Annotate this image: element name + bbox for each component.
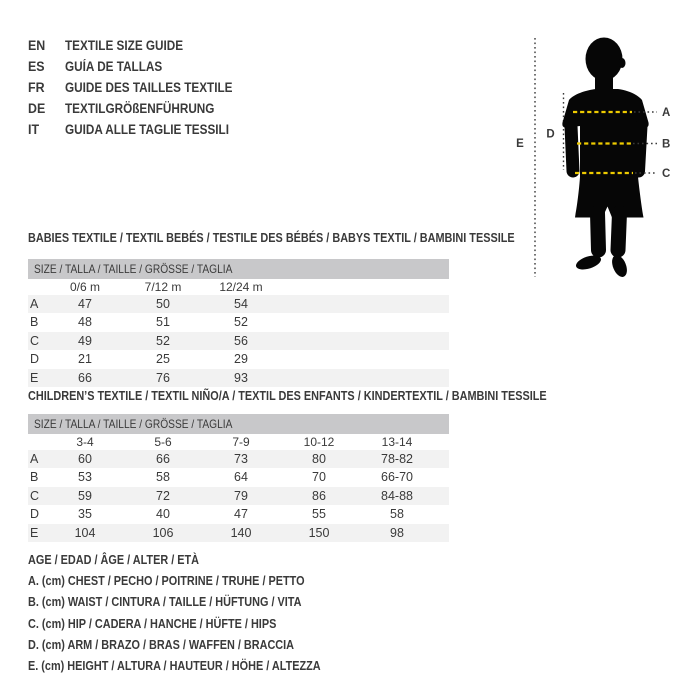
legend-line bbox=[28, 614, 364, 635]
row-label-spacer bbox=[28, 434, 46, 450]
cell: 50 bbox=[156, 296, 170, 311]
cell: 70 bbox=[312, 470, 326, 484]
measure-label-c: C bbox=[662, 168, 671, 180]
size-header-bar bbox=[28, 259, 449, 279]
language-title: GUIDA ALLE TAGLIE TESSILI bbox=[65, 122, 229, 137]
cell: 59 bbox=[78, 488, 92, 503]
legend-waist: B. (cm) WAIST / CINTURA / TAILLE / HÜFTUNG / VITA bbox=[28, 595, 302, 610]
legend-chest: A. (cm) CHEST / PECHO / POITRINE / TRUHE / PETTO bbox=[28, 574, 305, 589]
language-row bbox=[28, 56, 258, 77]
cell: 140 bbox=[230, 525, 252, 540]
measure-label-b: B bbox=[662, 138, 671, 151]
cell: 29 bbox=[234, 352, 248, 366]
legend-line bbox=[28, 592, 364, 613]
legend-height: E. (cm) HEIGHT / ALTURA / HAUTEUR / HÖHE / ALTEZZA bbox=[28, 658, 321, 673]
table-row bbox=[28, 350, 449, 369]
language-code: ES bbox=[28, 59, 45, 74]
cell: 21 bbox=[78, 352, 92, 366]
row-label: C bbox=[30, 333, 40, 348]
language-code: FR bbox=[28, 80, 45, 95]
row-label: E bbox=[30, 525, 39, 540]
cell: 52 bbox=[234, 315, 248, 329]
legend-line bbox=[28, 635, 364, 656]
children-size-table bbox=[28, 414, 449, 542]
measurement-legend bbox=[28, 550, 364, 677]
children-section-title-text: CHILDREN’S TEXTILE / TEXTIL NIÑO/A / TEXTIL DES ENFANTS / KINDERTEXTIL / BAMBINI TESSILE bbox=[28, 389, 547, 403]
babies-size-table bbox=[28, 259, 449, 387]
language-code: IT bbox=[28, 122, 40, 137]
cell: 76 bbox=[156, 370, 170, 385]
cell: 58 bbox=[390, 507, 404, 521]
table-row bbox=[28, 487, 449, 506]
cell: 56 bbox=[234, 333, 248, 348]
table-row bbox=[28, 450, 449, 469]
table-row bbox=[28, 313, 449, 332]
row-label: D bbox=[30, 352, 40, 366]
cell: 84-88 bbox=[381, 488, 413, 503]
language-row bbox=[28, 77, 258, 98]
column-header: 0/6 m bbox=[69, 280, 100, 294]
measure-label-e: E bbox=[516, 138, 524, 150]
cell: 66-70 bbox=[381, 470, 413, 484]
cell: 54 bbox=[234, 296, 248, 311]
cell: 72 bbox=[156, 488, 170, 503]
language-row bbox=[28, 119, 258, 140]
column-header: 3-4 bbox=[76, 435, 94, 449]
legend-line bbox=[28, 656, 364, 677]
cell: 51 bbox=[156, 315, 170, 329]
cell: 78-82 bbox=[381, 451, 413, 466]
cell: 55 bbox=[312, 507, 326, 521]
cell: 86 bbox=[312, 488, 326, 503]
cell: 35 bbox=[78, 507, 92, 521]
column-header: 7-9 bbox=[232, 435, 250, 449]
table-row bbox=[28, 369, 449, 388]
cell: 48 bbox=[78, 315, 92, 329]
cell: 47 bbox=[234, 507, 248, 521]
column-header: 7/12 m bbox=[144, 280, 182, 294]
cell: 80 bbox=[312, 451, 326, 466]
cell: 93 bbox=[234, 370, 248, 385]
cell: 66 bbox=[78, 370, 92, 385]
column-header: 5-6 bbox=[154, 435, 172, 449]
cell: 49 bbox=[78, 333, 92, 348]
babies-section-title bbox=[28, 231, 587, 245]
babies-column-header-row bbox=[28, 279, 449, 295]
cell: 64 bbox=[234, 470, 248, 484]
language-code: EN bbox=[28, 38, 46, 53]
table-row bbox=[28, 524, 449, 543]
legend-hip: C. (cm) HIP / CADERA / HANCHE / HÜFTE / HIPS bbox=[28, 616, 277, 631]
size-header-text: SIZE / TALLA / TAILLE / GRÖSSE / TAGLIA bbox=[34, 417, 233, 431]
row-label: A bbox=[30, 296, 39, 311]
column-header: 13-14 bbox=[381, 435, 413, 449]
table-row bbox=[28, 295, 449, 314]
children-column-header-row bbox=[28, 434, 449, 450]
cell: 106 bbox=[152, 525, 174, 540]
cell: 25 bbox=[156, 352, 170, 366]
legend-line bbox=[28, 550, 364, 571]
cell: 79 bbox=[234, 488, 248, 503]
row-label: C bbox=[30, 488, 40, 503]
language-title: TEXTILGRÖßENFÜHRUNG bbox=[65, 101, 215, 116]
cell: 58 bbox=[156, 470, 170, 484]
legend-arm: D. (cm) ARM / BRAZO / BRAS / WAFFEN / BRACCIA bbox=[28, 637, 295, 652]
language-title: GUÍA DE TALLAS bbox=[65, 59, 163, 74]
children-section-title bbox=[28, 389, 624, 403]
cell: 40 bbox=[156, 507, 170, 521]
language-code: DE bbox=[28, 101, 46, 116]
row-label: B bbox=[30, 315, 39, 329]
language-list bbox=[28, 35, 258, 140]
cell: 150 bbox=[308, 525, 330, 540]
language-title: GUIDE DES TAILLES TEXTILE bbox=[65, 80, 233, 95]
row-label: A bbox=[30, 451, 39, 466]
size-header-bar bbox=[28, 414, 449, 434]
measure-label-a: A bbox=[662, 107, 671, 119]
cell: 47 bbox=[78, 296, 92, 311]
measure-label-d: D bbox=[546, 128, 555, 141]
language-row bbox=[28, 98, 258, 119]
cell: 52 bbox=[156, 333, 170, 348]
row-label: B bbox=[30, 470, 39, 484]
column-header: 10-12 bbox=[303, 435, 335, 449]
legend-age: AGE / EDAD / ÂGE / ALTER / ETÀ bbox=[28, 553, 199, 567]
language-row bbox=[28, 35, 258, 56]
cell: 66 bbox=[156, 451, 170, 466]
row-label: E bbox=[30, 370, 39, 385]
language-title: TEXTILE SIZE GUIDE bbox=[65, 38, 184, 53]
table-row bbox=[28, 332, 449, 351]
cell: 104 bbox=[74, 525, 96, 540]
child-silhouette-figure bbox=[500, 30, 700, 285]
table-row bbox=[28, 468, 449, 487]
row-label: D bbox=[30, 507, 40, 521]
column-header: 12/24 m bbox=[219, 280, 263, 294]
cell: 60 bbox=[78, 451, 92, 466]
size-header-text: SIZE / TALLA / TAILLE / GRÖSSE / TAGLIA bbox=[34, 262, 233, 276]
cell: 53 bbox=[78, 470, 92, 484]
cell: 98 bbox=[390, 525, 404, 540]
cell: 73 bbox=[234, 451, 248, 466]
legend-line bbox=[28, 571, 364, 592]
babies-section-title-text: BABIES TEXTILE / TEXTIL BEBÉS / TESTILE DES BÉBÉS / BABYS TEXTIL / BAMBINI TESSILE bbox=[28, 231, 515, 245]
table-row bbox=[28, 505, 449, 524]
row-label-spacer bbox=[28, 279, 46, 295]
